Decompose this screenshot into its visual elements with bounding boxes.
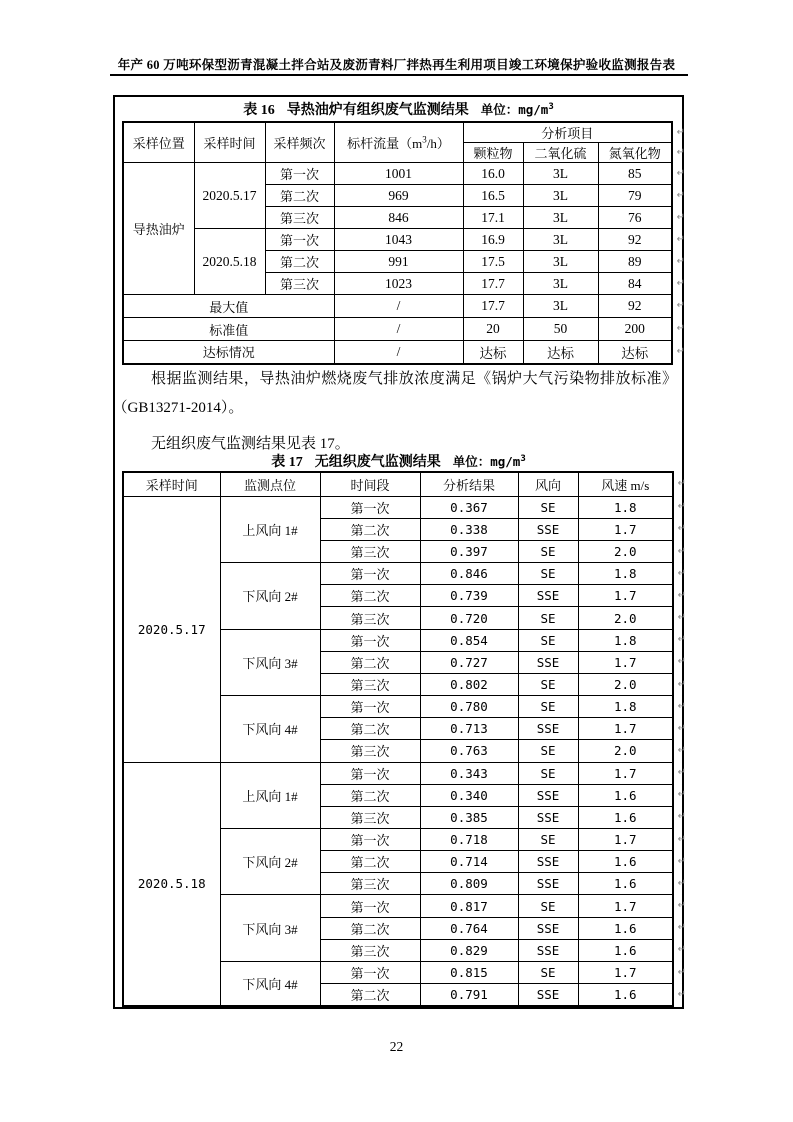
col-header-3: 分析结果 (420, 472, 518, 496)
period-cell: 第一次 (320, 961, 420, 983)
nox-value-cell: 92 ↵ (598, 229, 672, 251)
nox-value-cell: 85 ↵ (598, 163, 672, 185)
return-mark-icon: ↵ (677, 501, 686, 513)
return-mark-icon: ↵ (677, 944, 686, 956)
flow-value-cell: 1043 (334, 229, 463, 251)
col-header-pm: 颗粒物 (463, 143, 523, 163)
result-value-cell: 0.397 (420, 540, 518, 562)
col-header-analysis: 分析项目 ↵ (463, 122, 672, 143)
summary-label-cell: 最大值 (123, 295, 334, 318)
wind-direction-cell: SSE (518, 851, 578, 873)
period-cell: 第二次 (320, 651, 420, 673)
summary-value-cell: 达标 (523, 341, 598, 364)
unorganized-emission-table (122, 471, 686, 1007)
col-header-4: 风向 (518, 472, 578, 496)
header-divider (110, 74, 688, 76)
table17-title (113, 451, 684, 471)
sampling-date-cell: 2020.5.18 (123, 762, 220, 1006)
wind-direction-cell: SSE (518, 718, 578, 740)
sampling-date-cell: 2020.5.18 (194, 229, 265, 295)
organized-emission-table (122, 121, 686, 365)
wind-speed-cell: 1.7 ↵ (578, 518, 673, 540)
table16-unit: 单位：$mg/m^3$ (480, 101, 554, 117)
return-mark-icon: ↵ (677, 678, 686, 690)
table17-unit: 单位：$mg/m^3$ (452, 453, 526, 469)
wind-speed-cell: 1.6 ↵ (578, 939, 673, 961)
period-cell: 第三次 (320, 939, 420, 961)
col-header-nox: 氮氧化物 ↵ (598, 143, 672, 163)
result-value-cell: 0.780 (420, 696, 518, 718)
period-cell: 第一次 (320, 563, 420, 585)
summary-value-cell: 50 (523, 318, 598, 341)
document-header-title: 年产 60 万吨环保型沥青混凝土拌合站及废沥青料厂拌热再生利用项目竣工环境保护验收监测报告表 (117, 58, 676, 72)
so2-value-cell: 3L (523, 251, 598, 273)
return-mark-icon: ↵ (677, 722, 686, 734)
wind-direction-cell: SE (518, 496, 578, 518)
frequency-cell: 第一次 (265, 229, 334, 251)
result-value-cell: 0.367 (420, 496, 518, 518)
result-value-cell: 0.727 (420, 651, 518, 673)
result-value-cell: 0.739 (420, 585, 518, 607)
pm-value-cell: 16.0 (463, 163, 523, 185)
wind-speed-cell: 1.7 ↵ (578, 762, 673, 784)
period-cell: 第一次 (320, 762, 420, 784)
return-mark-icon: ↵ (677, 877, 686, 889)
return-mark-icon: ↵ (677, 744, 686, 756)
return-mark-icon: ↵ (677, 589, 686, 601)
flow-value-cell: 1023 (334, 273, 463, 295)
return-mark-icon: ↵ (676, 233, 686, 245)
table17-title-label: 表 17 (271, 455, 303, 470)
period-cell: 第一次 (320, 629, 420, 651)
col-header-so2: 二氧化硫 (523, 143, 598, 163)
return-mark-icon: ↵ (676, 300, 686, 311)
return-mark-icon: ↵ (677, 900, 686, 912)
wind-speed-cell: 1.6 ↵ (578, 917, 673, 939)
table-row (123, 496, 673, 518)
wind-speed-cell: 1.8 ↵ (578, 696, 673, 718)
wind-speed-cell: 1.8 ↵ (578, 496, 673, 518)
return-mark-icon: ↵ (677, 612, 686, 624)
nox-value-cell: 79 ↵ (598, 185, 672, 207)
table16-title (113, 99, 684, 119)
result-value-cell: 0.854 (420, 629, 518, 651)
wind-speed-cell: 1.7 ↵ (578, 585, 673, 607)
period-cell: 第三次 (320, 607, 420, 629)
wind-direction-cell: SSE (518, 984, 578, 1006)
return-mark-icon: ↵ (676, 146, 686, 158)
pm-value-cell: 17.1 (463, 207, 523, 229)
conclusion-paragraph: 根据监测结果，导热油炉燃烧废气排放浓度满足《锅炉大气污染物排放标准》（GB13271-2014）。 (120, 371, 677, 416)
col-header-frequency: 采样频次 (265, 122, 334, 163)
return-mark-icon: ↵ (677, 523, 686, 535)
wind-speed-cell: 1.6 ↵ (578, 851, 673, 873)
period-cell: 第二次 (320, 784, 420, 806)
monitoring-point-cell: 上风向 1# (220, 496, 320, 562)
return-mark-icon: ↵ (677, 833, 686, 845)
page-number: 22 (389, 1039, 404, 1054)
period-cell: 第一次 (320, 496, 420, 518)
monitoring-point-cell: 下风向 3# (220, 895, 320, 961)
wind-direction-cell: SSE (518, 518, 578, 540)
wind-direction-cell: SSE (518, 585, 578, 607)
flow-value-cell: 1001 (334, 163, 463, 185)
wind-speed-cell: 1.6 ↵ (578, 873, 673, 895)
result-value-cell: 0.829 (420, 939, 518, 961)
return-mark-icon: ↵ (677, 767, 686, 779)
result-value-cell: 0.718 (420, 829, 518, 851)
frequency-cell: 第二次 (265, 251, 334, 273)
table17-title-text: 无组织废气监测结果 (314, 455, 441, 470)
return-mark-icon: ↵ (676, 126, 686, 138)
table-row (123, 295, 672, 318)
wind-speed-cell: 2.0 ↵ (578, 740, 673, 762)
flow-value-cell: 846 (334, 207, 463, 229)
col-header-5: 风速 m/s ↵ (578, 472, 673, 496)
return-mark-icon: ↵ (677, 811, 686, 823)
wind-direction-cell: SE (518, 895, 578, 917)
wind-direction-cell: SSE (518, 806, 578, 828)
table-row (123, 122, 672, 143)
wind-direction-cell: SE (518, 607, 578, 629)
result-value-cell: 0.343 (420, 762, 518, 784)
so2-value-cell: 3L (523, 273, 598, 295)
period-cell: 第二次 (320, 984, 420, 1006)
wind-speed-cell: 2.0 ↵ (578, 673, 673, 695)
period-cell: 第二次 (320, 518, 420, 540)
monitoring-point-cell: 下风向 4# (220, 961, 320, 1006)
wind-direction-cell: SE (518, 563, 578, 585)
wind-direction-cell: SSE (518, 917, 578, 939)
wind-direction-cell: SSE (518, 784, 578, 806)
period-cell: 第三次 (320, 806, 420, 828)
col-header-flow: 标杆流量$(m^3/h)$ (334, 122, 463, 163)
result-value-cell: 0.802 (420, 673, 518, 695)
col-header-0: 采样时间 (123, 472, 220, 496)
nox-value-cell: 76 ↵ (598, 207, 672, 229)
wind-speed-cell: 1.7 ↵ (578, 651, 673, 673)
table-row (123, 163, 672, 185)
wind-speed-cell: 1.8 ↵ (578, 629, 673, 651)
result-value-cell: 0.846 (420, 563, 518, 585)
summary-value-cell: 达标 ↵ (598, 341, 672, 364)
return-mark-icon: ↵ (677, 545, 686, 557)
return-mark-icon: ↵ (676, 211, 686, 223)
period-cell: 第二次 (320, 585, 420, 607)
result-value-cell: 0.338 (420, 518, 518, 540)
return-mark-icon: ↵ (676, 323, 686, 334)
period-cell: 第三次 (320, 673, 420, 695)
result-value-cell: 0.713 (420, 718, 518, 740)
period-cell: 第一次 (320, 829, 420, 851)
sampling-date-cell: 2020.5.17 (123, 496, 220, 762)
period-cell: 第三次 (320, 540, 420, 562)
result-value-cell: 0.763 (420, 740, 518, 762)
monitoring-point-cell: 上风向 1# (220, 762, 320, 828)
summary-label-cell: 达标情况 (123, 341, 334, 364)
wind-direction-cell: SSE (518, 939, 578, 961)
wind-speed-cell: 1.7 ↵ (578, 961, 673, 983)
wind-speed-cell: 1.6 ↵ (578, 984, 673, 1006)
result-value-cell: 0.764 (420, 917, 518, 939)
wind-speed-cell: 1.7 ↵ (578, 829, 673, 851)
period-cell: 第三次 (320, 873, 420, 895)
summary-value-cell: 92 ↵ (598, 295, 672, 318)
wind-direction-cell: SE (518, 696, 578, 718)
monitoring-point-cell: 下风向 2# (220, 563, 320, 629)
result-value-cell: 0.809 (420, 873, 518, 895)
return-mark-icon: ↵ (677, 922, 686, 934)
wind-speed-cell: 1.7 ↵ (578, 718, 673, 740)
col-header-time: 采样时间 (194, 122, 265, 163)
return-mark-icon: ↵ (676, 277, 686, 289)
sampling-date-cell: 2020.5.17 (194, 163, 265, 229)
return-mark-icon: ↵ (677, 700, 686, 712)
nox-value-cell: 89 ↵ (598, 251, 672, 273)
summary-flow-cell: / (334, 341, 463, 364)
result-value-cell: 0.791 (420, 984, 518, 1006)
monitoring-point-cell: 下风向 2# (220, 829, 320, 895)
frequency-cell: 第二次 (265, 185, 334, 207)
period-cell: 第三次 (320, 740, 420, 762)
return-mark-icon: ↵ (677, 855, 686, 867)
summary-flow-cell: / (334, 318, 463, 341)
summary-value-cell: 17.7 (463, 295, 523, 318)
result-value-cell: 0.817 (420, 895, 518, 917)
wind-direction-cell: SSE (518, 873, 578, 895)
result-value-cell: 0.720 (420, 607, 518, 629)
table-row (123, 762, 673, 784)
table16-title-label: 表 16 (243, 103, 275, 118)
return-mark-icon: ↵ (676, 167, 686, 179)
so2-value-cell: 3L (523, 229, 598, 251)
nox-value-cell: 84 ↵ (598, 273, 672, 295)
wind-speed-cell: 2.0 ↵ (578, 607, 673, 629)
summary-label-cell: 标准值 (123, 318, 334, 341)
table-row (123, 341, 672, 364)
pm-value-cell: 16.5 (463, 185, 523, 207)
summary-value-cell: 200 ↵ (598, 318, 672, 341)
summary-value-cell: 3L (523, 295, 598, 318)
period-cell: 第二次 (320, 851, 420, 873)
result-value-cell: 0.815 (420, 961, 518, 983)
period-cell: 第一次 (320, 696, 420, 718)
period-cell: 第二次 (320, 917, 420, 939)
so2-value-cell: 3L (523, 185, 598, 207)
table16-title-text: 导热油炉有组织废气监测结果 (286, 103, 469, 118)
wind-speed-cell: 1.8 ↵ (578, 563, 673, 585)
wind-speed-cell: 1.6 ↵ (578, 806, 673, 828)
wind-speed-cell: 2.0 ↵ (578, 540, 673, 562)
frequency-cell: 第一次 (265, 163, 334, 185)
table-row (123, 229, 672, 251)
return-mark-icon: ↵ (677, 988, 686, 1000)
return-mark-icon: ↵ (677, 656, 686, 668)
return-mark-icon: ↵ (676, 189, 686, 201)
col-header-location: 采样位置 (123, 122, 194, 163)
wind-direction-cell: SE (518, 829, 578, 851)
wind-direction-cell: SE (518, 673, 578, 695)
sampling-location-cell: 导热油炉 (123, 163, 194, 295)
return-mark-icon: ↵ (677, 478, 686, 490)
pm-value-cell: 16.9 (463, 229, 523, 251)
col-header-2: 时间段 (320, 472, 420, 496)
monitoring-point-cell: 下风向 3# (220, 629, 320, 695)
table-row (123, 318, 672, 341)
result-value-cell: 0.340 (420, 784, 518, 806)
return-mark-icon: ↵ (677, 634, 686, 646)
so2-value-cell: 3L (523, 163, 598, 185)
period-cell: 第二次 (320, 718, 420, 740)
wind-direction-cell: SSE (518, 651, 578, 673)
return-mark-icon: ↵ (677, 567, 686, 579)
pm-value-cell: 17.7 (463, 273, 523, 295)
col-header-1: 监测点位 (220, 472, 320, 496)
so2-value-cell: 3L (523, 207, 598, 229)
summary-value-cell: 20 (463, 318, 523, 341)
period-cell: 第一次 (320, 895, 420, 917)
flow-value-cell: 991 (334, 251, 463, 273)
flow-value-cell: 969 (334, 185, 463, 207)
wind-direction-cell: SE (518, 740, 578, 762)
wind-direction-cell: SE (518, 961, 578, 983)
table-row (123, 472, 673, 496)
pm-value-cell: 17.5 (463, 251, 523, 273)
summary-value-cell: 达标 (463, 341, 523, 364)
return-mark-icon: ↵ (676, 255, 686, 267)
return-mark-icon: ↵ (677, 966, 686, 978)
result-value-cell: 0.714 (420, 851, 518, 873)
result-value-cell: 0.385 (420, 806, 518, 828)
wind-direction-cell: SE (518, 762, 578, 784)
summary-flow-cell: / (334, 295, 463, 318)
monitoring-point-cell: 下风向 4# (220, 696, 320, 762)
reference-paragraph: 无组织废气监测结果见表 17。 (151, 436, 350, 452)
return-mark-icon: ↵ (677, 789, 686, 801)
wind-speed-cell: 1.7 ↵ (578, 895, 673, 917)
return-mark-icon: ↵ (676, 345, 686, 357)
wind-direction-cell: SE (518, 540, 578, 562)
frequency-cell: 第三次 (265, 273, 334, 295)
wind-direction-cell: SE (518, 629, 578, 651)
frequency-cell: 第三次 (265, 207, 334, 229)
wind-speed-cell: 1.6 ↵ (578, 784, 673, 806)
